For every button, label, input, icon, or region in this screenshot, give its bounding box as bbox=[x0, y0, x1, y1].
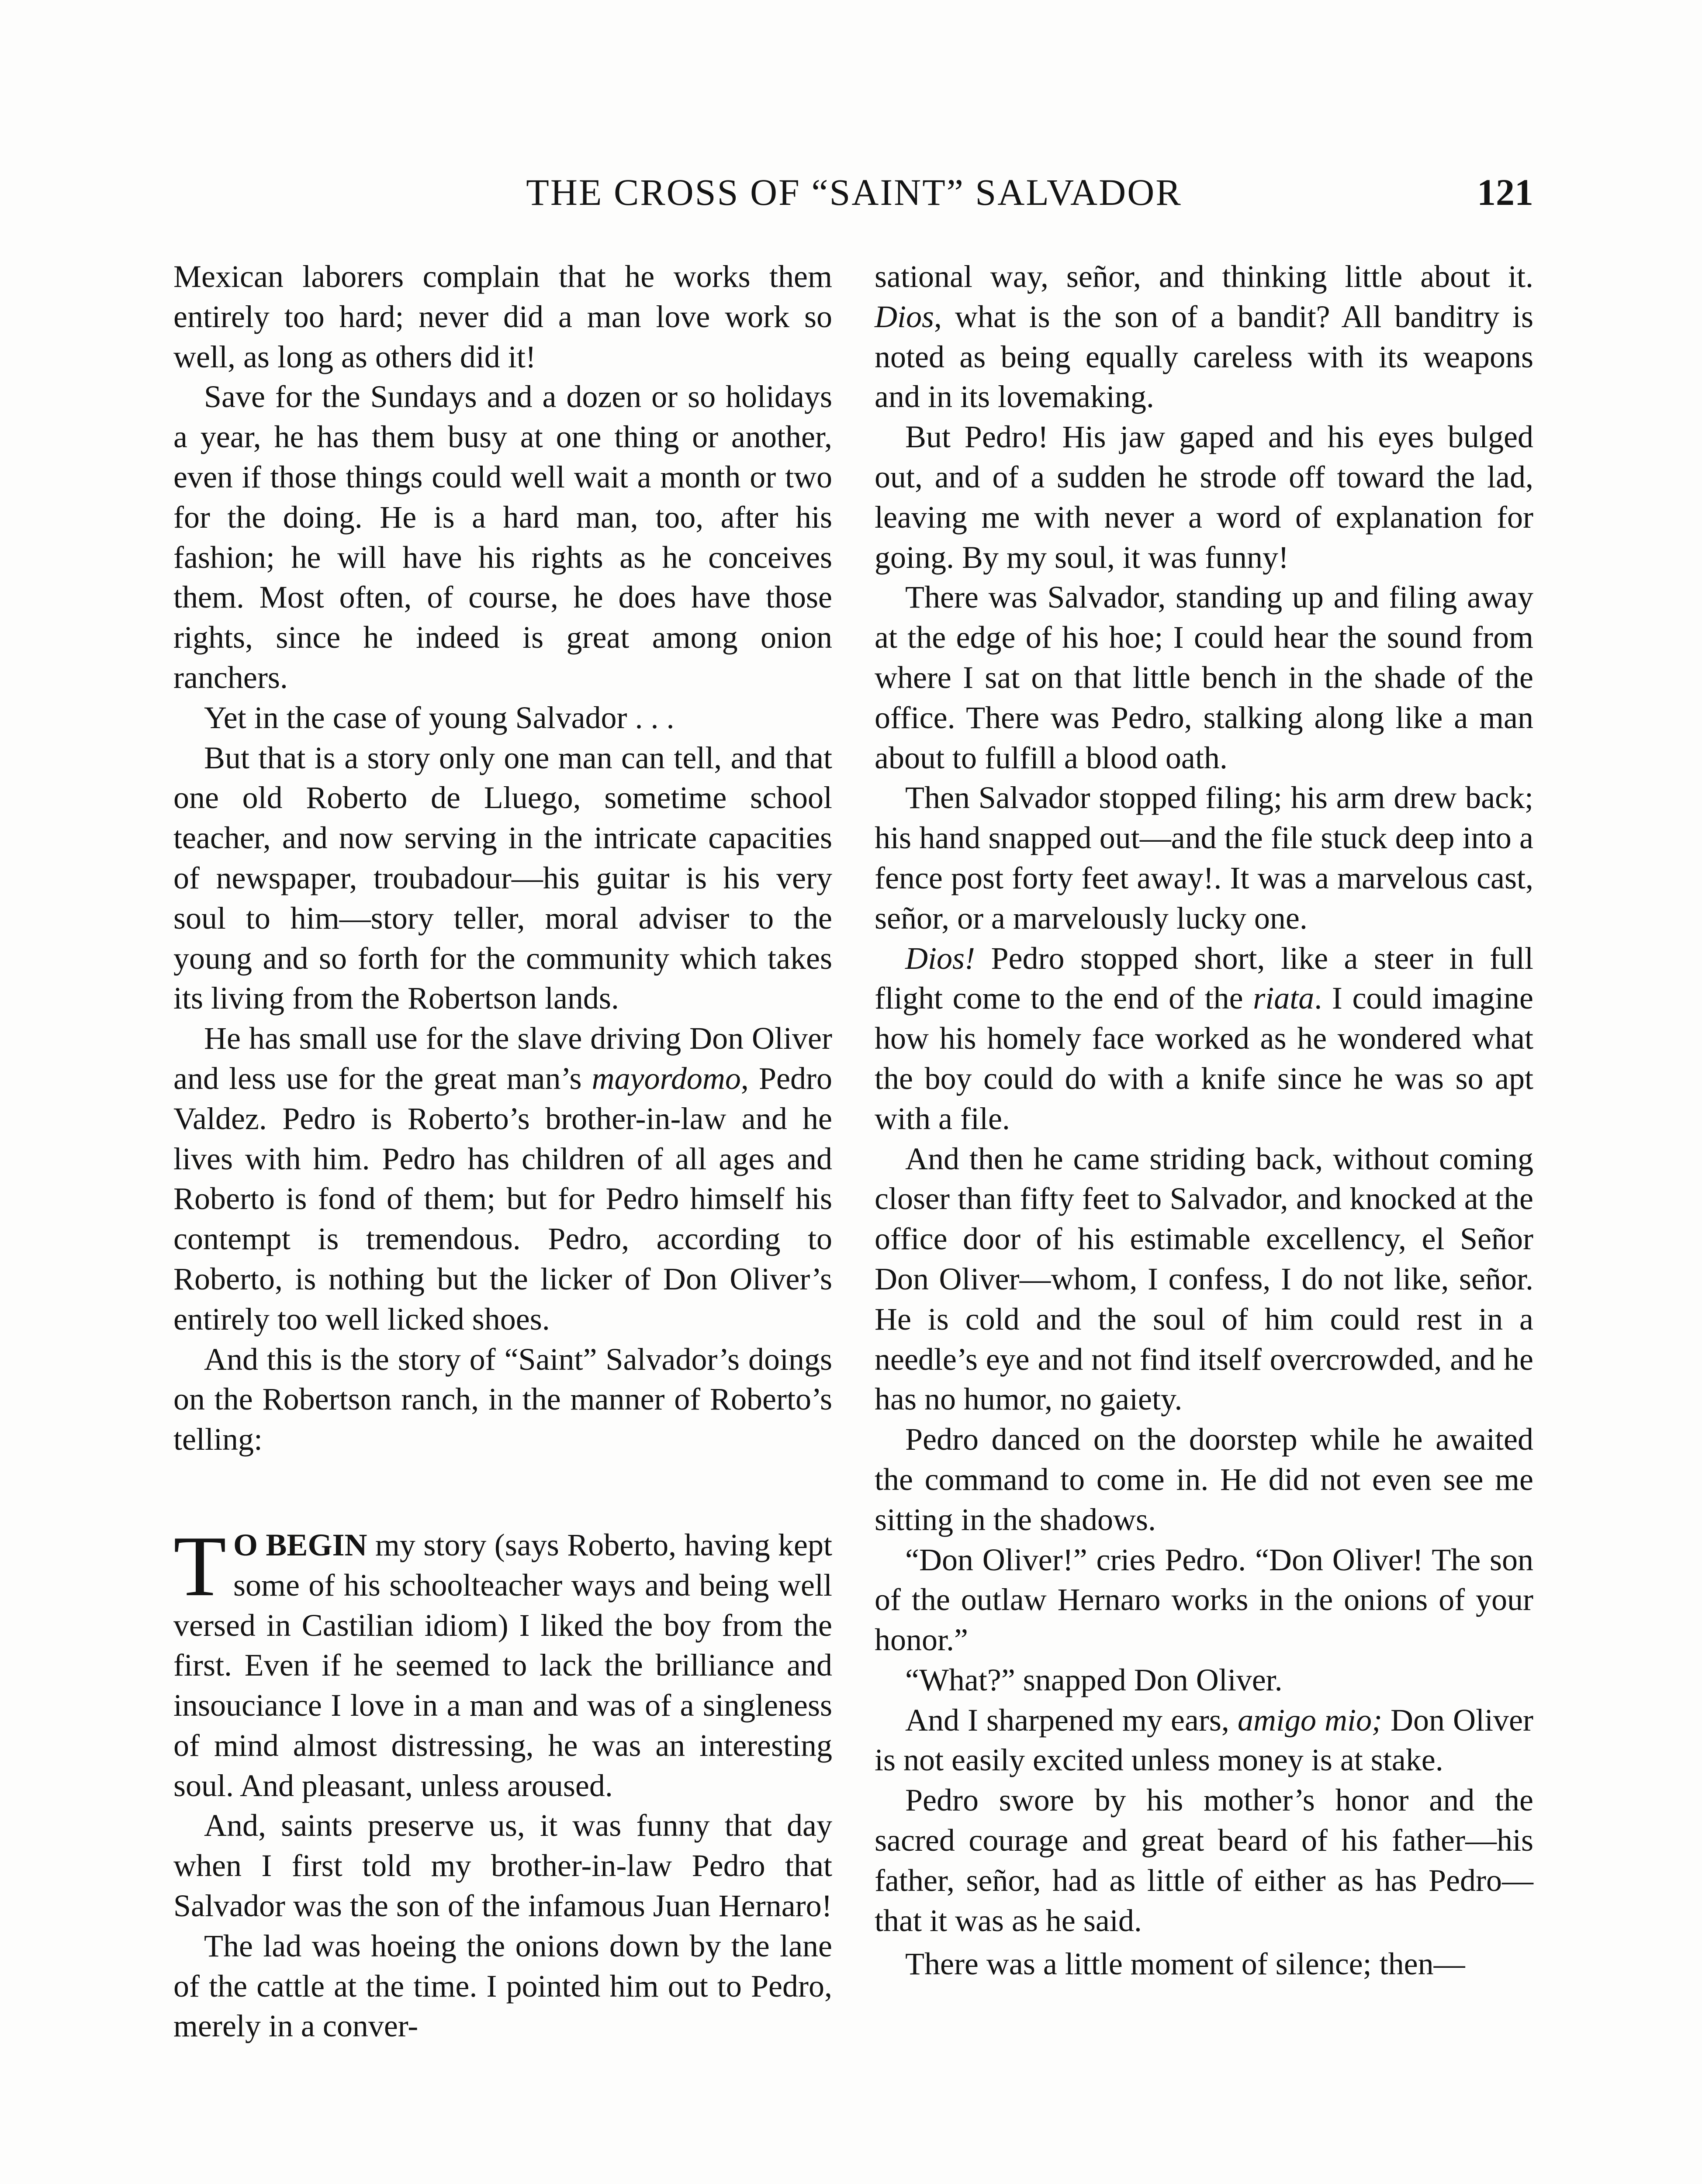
italic-word: mayordomo bbox=[592, 1061, 741, 1096]
drop-cap: T bbox=[173, 1518, 226, 1614]
text-run: my story (says Roberto, having kept some of his schoolteacher ways and being well versed in Castilian idiom) I liked the boy from the first. Even if he seemed to lack the brilliance and insouciance I love in a man and was of a singleness of mind almost distressing, he was an interesting soul. And pleasant, unless aroused. bbox=[173, 1527, 832, 1803]
running-head bbox=[175, 168, 1533, 216]
paragraph: Mexican laborers complain that he works them entirely too hard; never did a man love work so well, as long as others did it! bbox=[173, 259, 832, 374]
page-number: 121 bbox=[1477, 171, 1533, 213]
paragraph bbox=[173, 1019, 832, 1339]
text-run: Pedro stopped short, like a steer in full flight come to the end of the bbox=[875, 940, 1533, 1016]
lead-in: O BEGIN bbox=[233, 1527, 367, 1562]
text-run: Don Oliver is not easily excited unless money is at stake. bbox=[875, 1702, 1533, 1778]
text-run: . I could imagine how his homely face worked as he wondered what the boy could do with a knife since he was so apt with a file. bbox=[875, 981, 1533, 1136]
paragraph: Pedro danced on the doorstep while he awaited the command to come in. He did not even see me sitting in the shadows. bbox=[875, 1422, 1533, 1537]
paragraph: But that is a story only one man can tell, and that one old Roberto de Lluego, sometime school teacher, and now serving in the intricate capacities of newspaper, troubadour—his guitar is his very soul to him—story teller, moral adviser to the young and so forth for the community which takes its living from the Robertson lands. bbox=[173, 740, 832, 1016]
text-run: , what is the son of a bandit? All banditry is noted as being equally careless with its weapons and in its lovemaking. bbox=[875, 299, 1533, 415]
paragraph: “What?” snapped Don Oliver. bbox=[905, 1662, 1283, 1697]
paragraph bbox=[875, 939, 1533, 1139]
paragraph: And, saints preserve us, it was funny that day when I first told my brother-in-law Pedro that Salvador was the son of the infamous Juan Hernaro! bbox=[173, 1808, 832, 1924]
text-run: And I sharpened my ears, bbox=[905, 1702, 1238, 1738]
left-column bbox=[173, 257, 832, 2046]
running-title: THE CROSS OF “SAINT” SALVADOR bbox=[526, 171, 1182, 213]
text-run: sational way, señor, and thinking little about it. bbox=[875, 259, 1533, 294]
italic-word: amigo mio; bbox=[1237, 1702, 1382, 1738]
right-column bbox=[875, 257, 1533, 1984]
paragraph: And this is the story of “Saint” Salvador’s doings on the Robertson ranch, in the manner of Roberto’s telling: bbox=[173, 1341, 832, 1457]
italic-word: Dios bbox=[875, 299, 934, 334]
paragraph: Save for the Sundays and a dozen or so holidays a year, he has them busy at one thing or another, even if those things could well wait a month or two for the doing. He is a hard man, too, after his fashion; he will have his rights as he conceives them. Most often, of course, he does have those rights, since he indeed is great among onion ranchers. bbox=[173, 379, 832, 695]
paragraph bbox=[875, 257, 1533, 417]
paragraph: But Pedro! His jaw gaped and his eyes bulged out, and of a sudden he strode off toward the lad, leaving me with never a word of explanation for going. By my soul, it was funny! bbox=[875, 419, 1533, 575]
paragraph: Yet in the case of young Salvador . . . bbox=[204, 700, 675, 735]
italic-word: riata bbox=[1253, 981, 1315, 1016]
italic-word: Dios! bbox=[905, 940, 975, 976]
paragraph: Pedro swore by his mother’s honor and the sacred courage and great beard of his father—his father, señor, had as little of either as has Pedro—that it was as he said. bbox=[875, 1783, 1533, 1938]
paragraph: There was Salvador, standing up and filing away at the edge of his hoe; I could hear the sound from where I sat on that little bench in the shade of the office. There was Pedro, stalking along like a man about to fulfill a blood oath. bbox=[875, 580, 1533, 775]
section-opening-paragraph bbox=[173, 1518, 832, 1806]
paragraph bbox=[875, 1700, 1533, 1781]
paragraph: And then he came striding back, without coming closer than fifty feet to Salvador, and knocked at the office door of his estimable excellency, el Señor Don Oliver—whom, I confess, I do not like, señor. He is cold and the soul of him could rest in a needle’s eye and not find itself overcrowded, and he has no humor, no gaiety. bbox=[875, 1141, 1533, 1417]
text-run: He has small use for the slave driving Don Oliver and less use for the great man’s bbox=[173, 1021, 832, 1096]
paragraph: There was a little moment of silence; then— bbox=[905, 1946, 1465, 1982]
paragraph: The lad was hoeing the onions down by the lane of the cattle at the time. I pointed him out to Pedro, merely in a conver- bbox=[173, 1928, 832, 2044]
paragraph: Then Salvador stopped filing; his arm drew back; his hand snapped out—and the file stuck deep into a fence post forty feet away!. It was a marvelous cast, señor, or a marvelously lucky one. bbox=[875, 780, 1533, 936]
paragraph: “Don Oliver!” cries Pedro. “Don Oliver! The son of the outlaw Hernaro works in the onions of your honor.” bbox=[875, 1542, 1533, 1658]
text-run: , Pedro Valdez. Pedro is Roberto’s brother-in-law and he lives with him. Pedro has children of all ages and Roberto is fond of them; but for Pedro himself his contempt is tremendous. Pedro, according to Roberto, is nothing but the licker of Don Oliver’s entirely too well licked shoes. bbox=[173, 1061, 832, 1337]
